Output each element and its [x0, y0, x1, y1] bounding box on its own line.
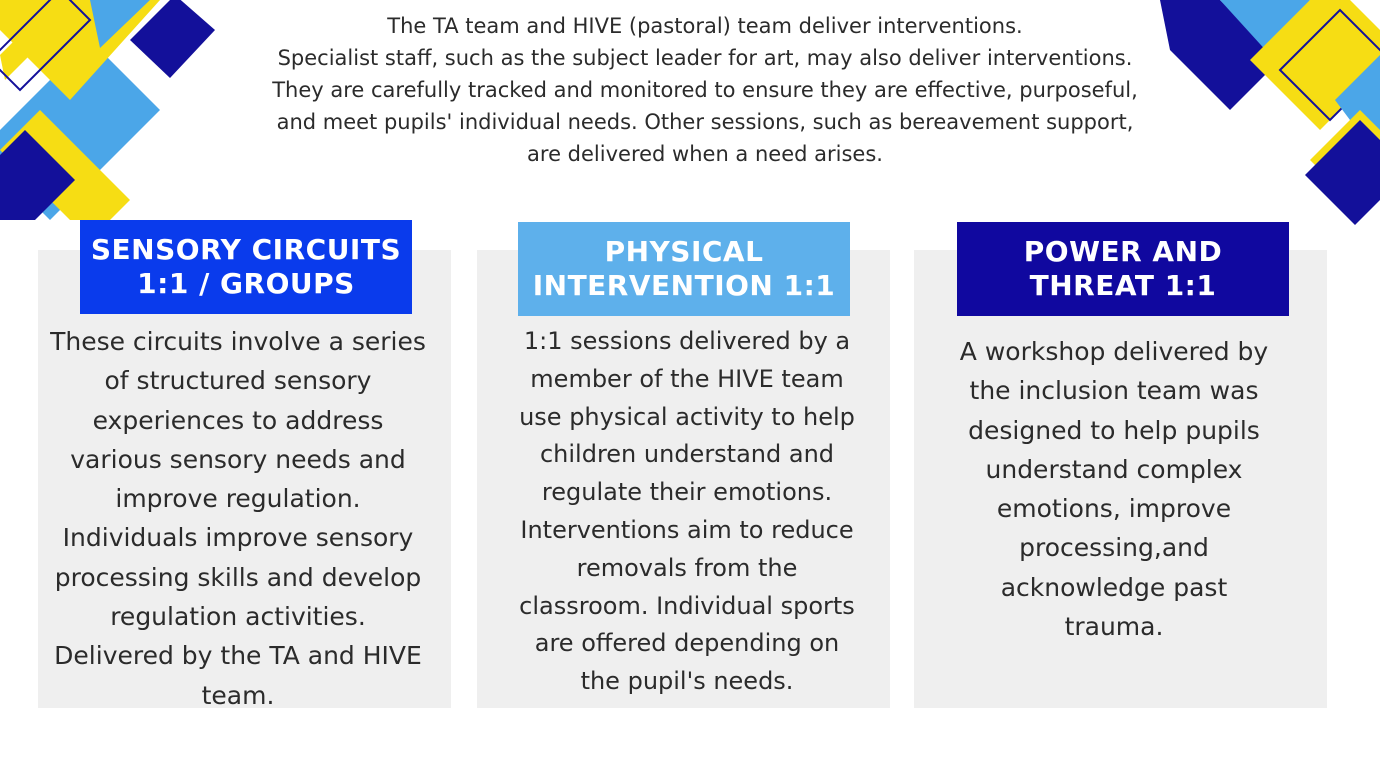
card-body-sensory-circuits	[38, 322, 438, 715]
card-body-line: the pupil's needs.	[580, 667, 794, 696]
card-title-line: PHYSICAL	[604, 235, 764, 268]
card-body-line: Interventions aim to reduce	[520, 515, 854, 544]
card-title-line: INTERVENTION 1:1	[532, 269, 836, 302]
card-body-line: children understand and	[539, 440, 835, 469]
intro-line: are delivered when a need arises.	[527, 142, 883, 166]
card-body-line: emotions, improve	[996, 494, 1232, 524]
card-body-line: of structured sensory	[104, 366, 372, 396]
card-body-line: processing skills and develop	[54, 562, 422, 592]
card-body-line: classroom. Individual sports	[519, 591, 855, 620]
card-body-power-and-threat	[914, 332, 1314, 646]
intro-line: Specialist staff, such as the subject leader for art, may also deliver interventions.	[277, 46, 1133, 70]
card-body-line: These circuits involve a series	[50, 327, 426, 356]
card-body-line: designed to help pupils	[968, 415, 1260, 445]
card-body-line: regulate their emotions.	[541, 478, 833, 507]
card-body-line: are offered depending on	[534, 629, 840, 658]
card-title-sensory-circuits	[80, 220, 412, 314]
intro-line: The TA team and HIVE (pastoral) team deliver interventions.	[387, 14, 1023, 38]
intro-line: They are carefully tracked and monitored to ensure they are effective, purposeful,	[272, 78, 1138, 102]
card-body-line: various sensory needs and	[70, 444, 406, 474]
card-title-power-and-threat	[957, 222, 1289, 316]
card-body-line: understand complex	[985, 454, 1243, 484]
card-body-line: Individuals improve sensory	[62, 523, 414, 553]
card-body-line: use physical activity to help	[519, 402, 855, 431]
card-title-line: POWER AND	[1023, 235, 1223, 268]
card-body-line: member of the HIVE team	[530, 364, 844, 393]
card-body-line: processing,and	[1019, 533, 1209, 563]
card-body-line: experiences to address	[92, 405, 384, 435]
card-body-line: regulation activities.	[110, 602, 366, 632]
card-body-line: A workshop delivered by	[959, 337, 1269, 366]
card-title-physical-intervention	[518, 222, 850, 316]
card-body-line: Delivered by the TA and HIVE	[54, 641, 422, 671]
card-title-line: 1:1 / GROUPS	[137, 267, 355, 300]
intro-paragraph	[200, 10, 1210, 170]
card-body-physical-intervention	[487, 323, 887, 701]
card-body-line: trauma.	[1064, 612, 1164, 642]
card-body-line: removals from the	[576, 553, 798, 582]
card-title-line: THREAT 1:1	[1029, 269, 1217, 302]
card-title-line: SENSORY CIRCUITS	[90, 233, 402, 266]
card-body-line: acknowledge past	[1000, 572, 1228, 602]
card-body-line: improve regulation.	[115, 484, 361, 514]
card-body-line: the inclusion team was	[969, 376, 1259, 406]
intro-line: and meet pupils' individual needs. Other sessions, such as bereavement support,	[276, 110, 1134, 134]
card-body-line: team.	[201, 680, 275, 710]
card-body-line: 1:1 sessions delivered by a	[523, 327, 851, 355]
corner-decoration-left	[0, 0, 220, 220]
